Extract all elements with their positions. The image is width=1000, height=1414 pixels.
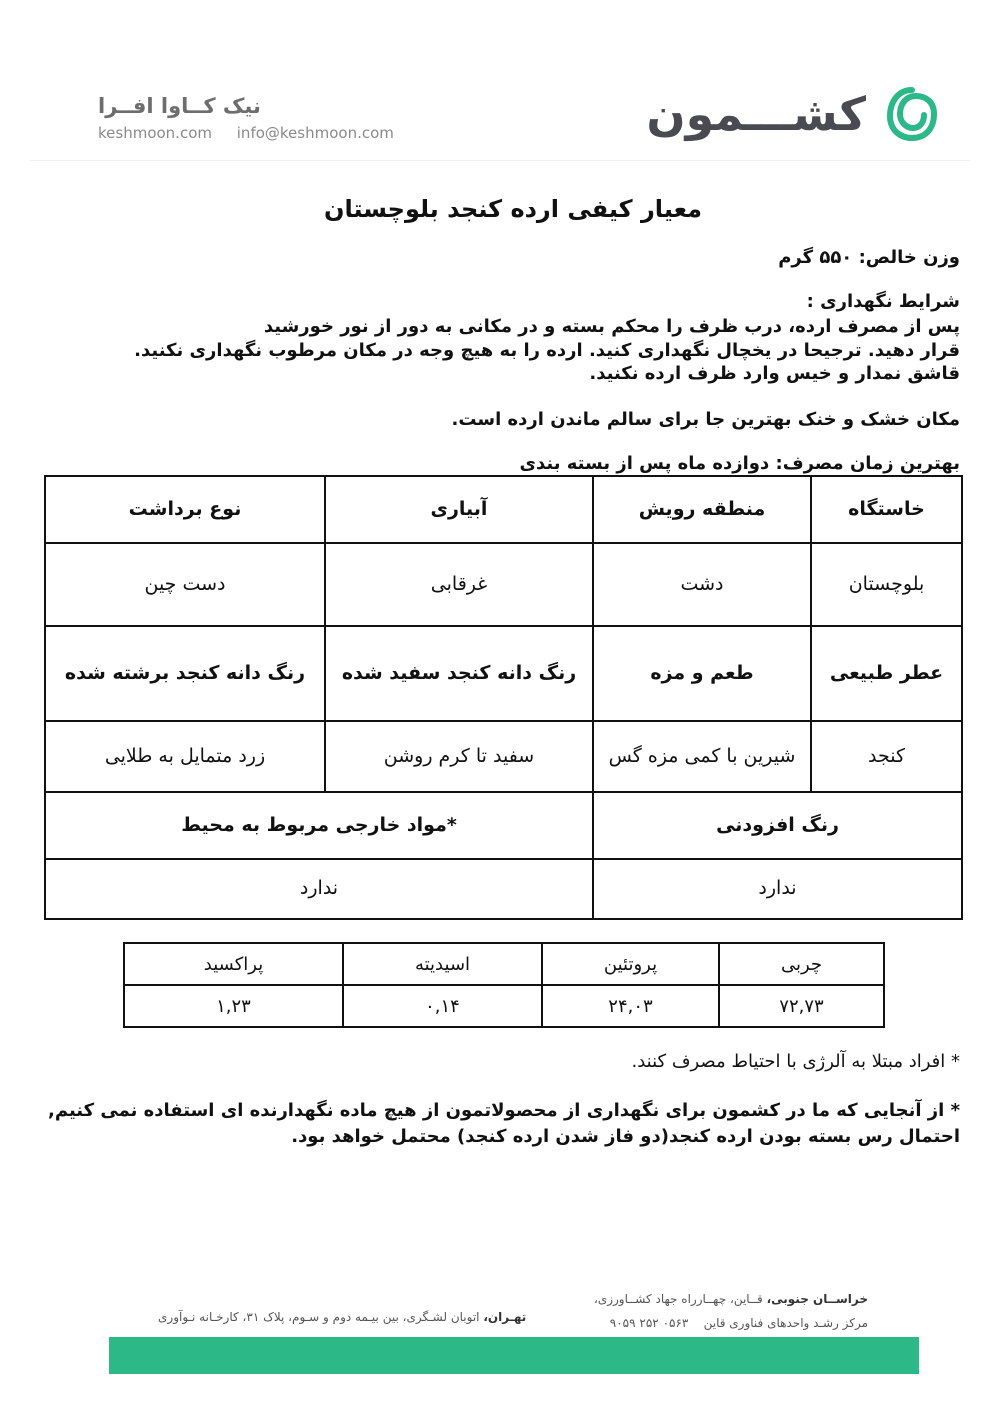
table-cell: اسیدیته: [343, 943, 542, 985]
dry-place-note: مکان خشک و خنک بهترین جا برای سالم ماندن ارده است.: [451, 409, 960, 430]
table-cell: پراکسید: [124, 943, 343, 985]
best-time-note: بهترین زمان مصرف: دوازده ماه پس از بسته بندی: [519, 453, 960, 474]
table-cell: شیرین با کمی مزه گس: [593, 721, 811, 792]
table-cell: ۲۴,۰۳: [542, 985, 719, 1027]
leaf-spiral-icon: [886, 86, 938, 142]
allergy-note: * افراد مبتلا به آلرژی با احتیاط مصرف کنند.: [631, 1051, 960, 1072]
south-phone: ۰۵۶۳ ۲۵۲ ۹۰۵۹: [609, 1316, 689, 1330]
table-cell: *مواد خارجی مربوط به محیط: [45, 792, 593, 859]
table-cell: طعم و مزه: [593, 626, 811, 721]
south-region: خراســان جنوبی،: [766, 1292, 868, 1306]
table-cell: نوع برداشت: [45, 476, 325, 543]
table-row: [45, 626, 962, 721]
table-cell: دشت: [593, 543, 811, 626]
tehran-address: [158, 1310, 526, 1324]
brand-name: کشـــمون: [646, 87, 866, 141]
table-cell: رنگ افزودنی: [593, 792, 962, 859]
table-cell: زرد متمایل به طلایی: [45, 721, 325, 792]
table-cell: کنجد: [811, 721, 962, 792]
composition-table: [123, 942, 885, 1028]
partner-block: [98, 94, 428, 154]
tehran-city: تهـران،: [483, 1310, 527, 1324]
table-cell: ۷۲,۷۳: [719, 985, 884, 1027]
table-cell: ندارد: [45, 859, 593, 919]
partner-email-link[interactable]: info@keshmoon.com: [236, 124, 394, 142]
header-divider: [30, 160, 970, 161]
table-cell: سفید تا کرم روشن: [325, 721, 593, 792]
table-cell: ندارد: [593, 859, 962, 919]
storage-line-1: پس از مصرف ارده، درب ظرف را محکم بسته و در مکانی به دور از نور خورشید: [263, 316, 960, 337]
table-cell: پروتئین: [542, 943, 719, 985]
table-row: [124, 985, 884, 1027]
south-address-line: [588, 1287, 868, 1311]
partner-links: [98, 124, 428, 142]
storage-heading: شرایط نگهداری :: [806, 291, 960, 312]
partner-name: نیک کــاوا افــرا: [98, 94, 261, 118]
table-row: [45, 543, 962, 626]
tehran-street: اتوبان لشـگری، بین بیـمه دوم و سـوم، پلاک ۳۱، کارخـانه نـوآوری: [158, 1310, 480, 1324]
table-row: [45, 792, 962, 859]
brand-logo: [646, 84, 938, 144]
footer-color-bar: [109, 1337, 919, 1374]
partner-site-link[interactable]: keshmoon.com: [98, 124, 212, 142]
table-cell: بلوچستان: [811, 543, 962, 626]
table-cell: رنگ دانه کنجد برشته شده: [45, 626, 325, 721]
south-center: مرکز رشـد واحدهای فناوری قاین: [703, 1316, 868, 1330]
document-title: معیار کیفی ارده کنجد بلوچستان: [323, 195, 703, 223]
preservative-note: * از آنجایی که ما در کشمون برای نگهداری از محصولاتمون از هیچ ماده نگهدارنده ای استفاده نمی کنیم, احتمال رس بسته بودن ارده کنجد(دو فاز شدن ارده کنجد) محتمل خواهد بود.: [47, 1100, 960, 1148]
table-cell: خاستگاه: [811, 476, 962, 543]
table-row: [45, 859, 962, 919]
table-row: [45, 721, 962, 792]
table-cell: آبیاری: [325, 476, 593, 543]
table-cell: دست چین: [45, 543, 325, 626]
south-khorasan-address: [588, 1287, 868, 1335]
table-cell: منطقه رویش: [593, 476, 811, 543]
storage-line-2: قرار دهید. ترجیحا در یخچال نگهداری کنید. ارده را به هیچ وجه در مکان مرطوب نگهداری نکنید.: [134, 340, 960, 361]
south-center-line: [588, 1311, 868, 1335]
table-cell: رنگ دانه کنجد سفید شده: [325, 626, 593, 721]
south-street: قــاین، چهــارراه جهاد کشــاورزی،: [593, 1292, 763, 1306]
table-row: [124, 943, 884, 985]
table-cell: عطر طبیعی: [811, 626, 962, 721]
table-cell: غرقابی: [325, 543, 593, 626]
table-row: [45, 476, 962, 543]
storage-line-3: قاشق نمدار و خیس وارد ظرف ارده نکنید.: [589, 363, 960, 384]
quality-table: [44, 475, 963, 920]
table-cell: ۱,۲۳: [124, 985, 343, 1027]
net-weight: وزن خالص: ۵۵۰ گرم: [778, 247, 960, 268]
table-cell: چربی: [719, 943, 884, 985]
table-cell: ۰,۱۴: [343, 985, 542, 1027]
